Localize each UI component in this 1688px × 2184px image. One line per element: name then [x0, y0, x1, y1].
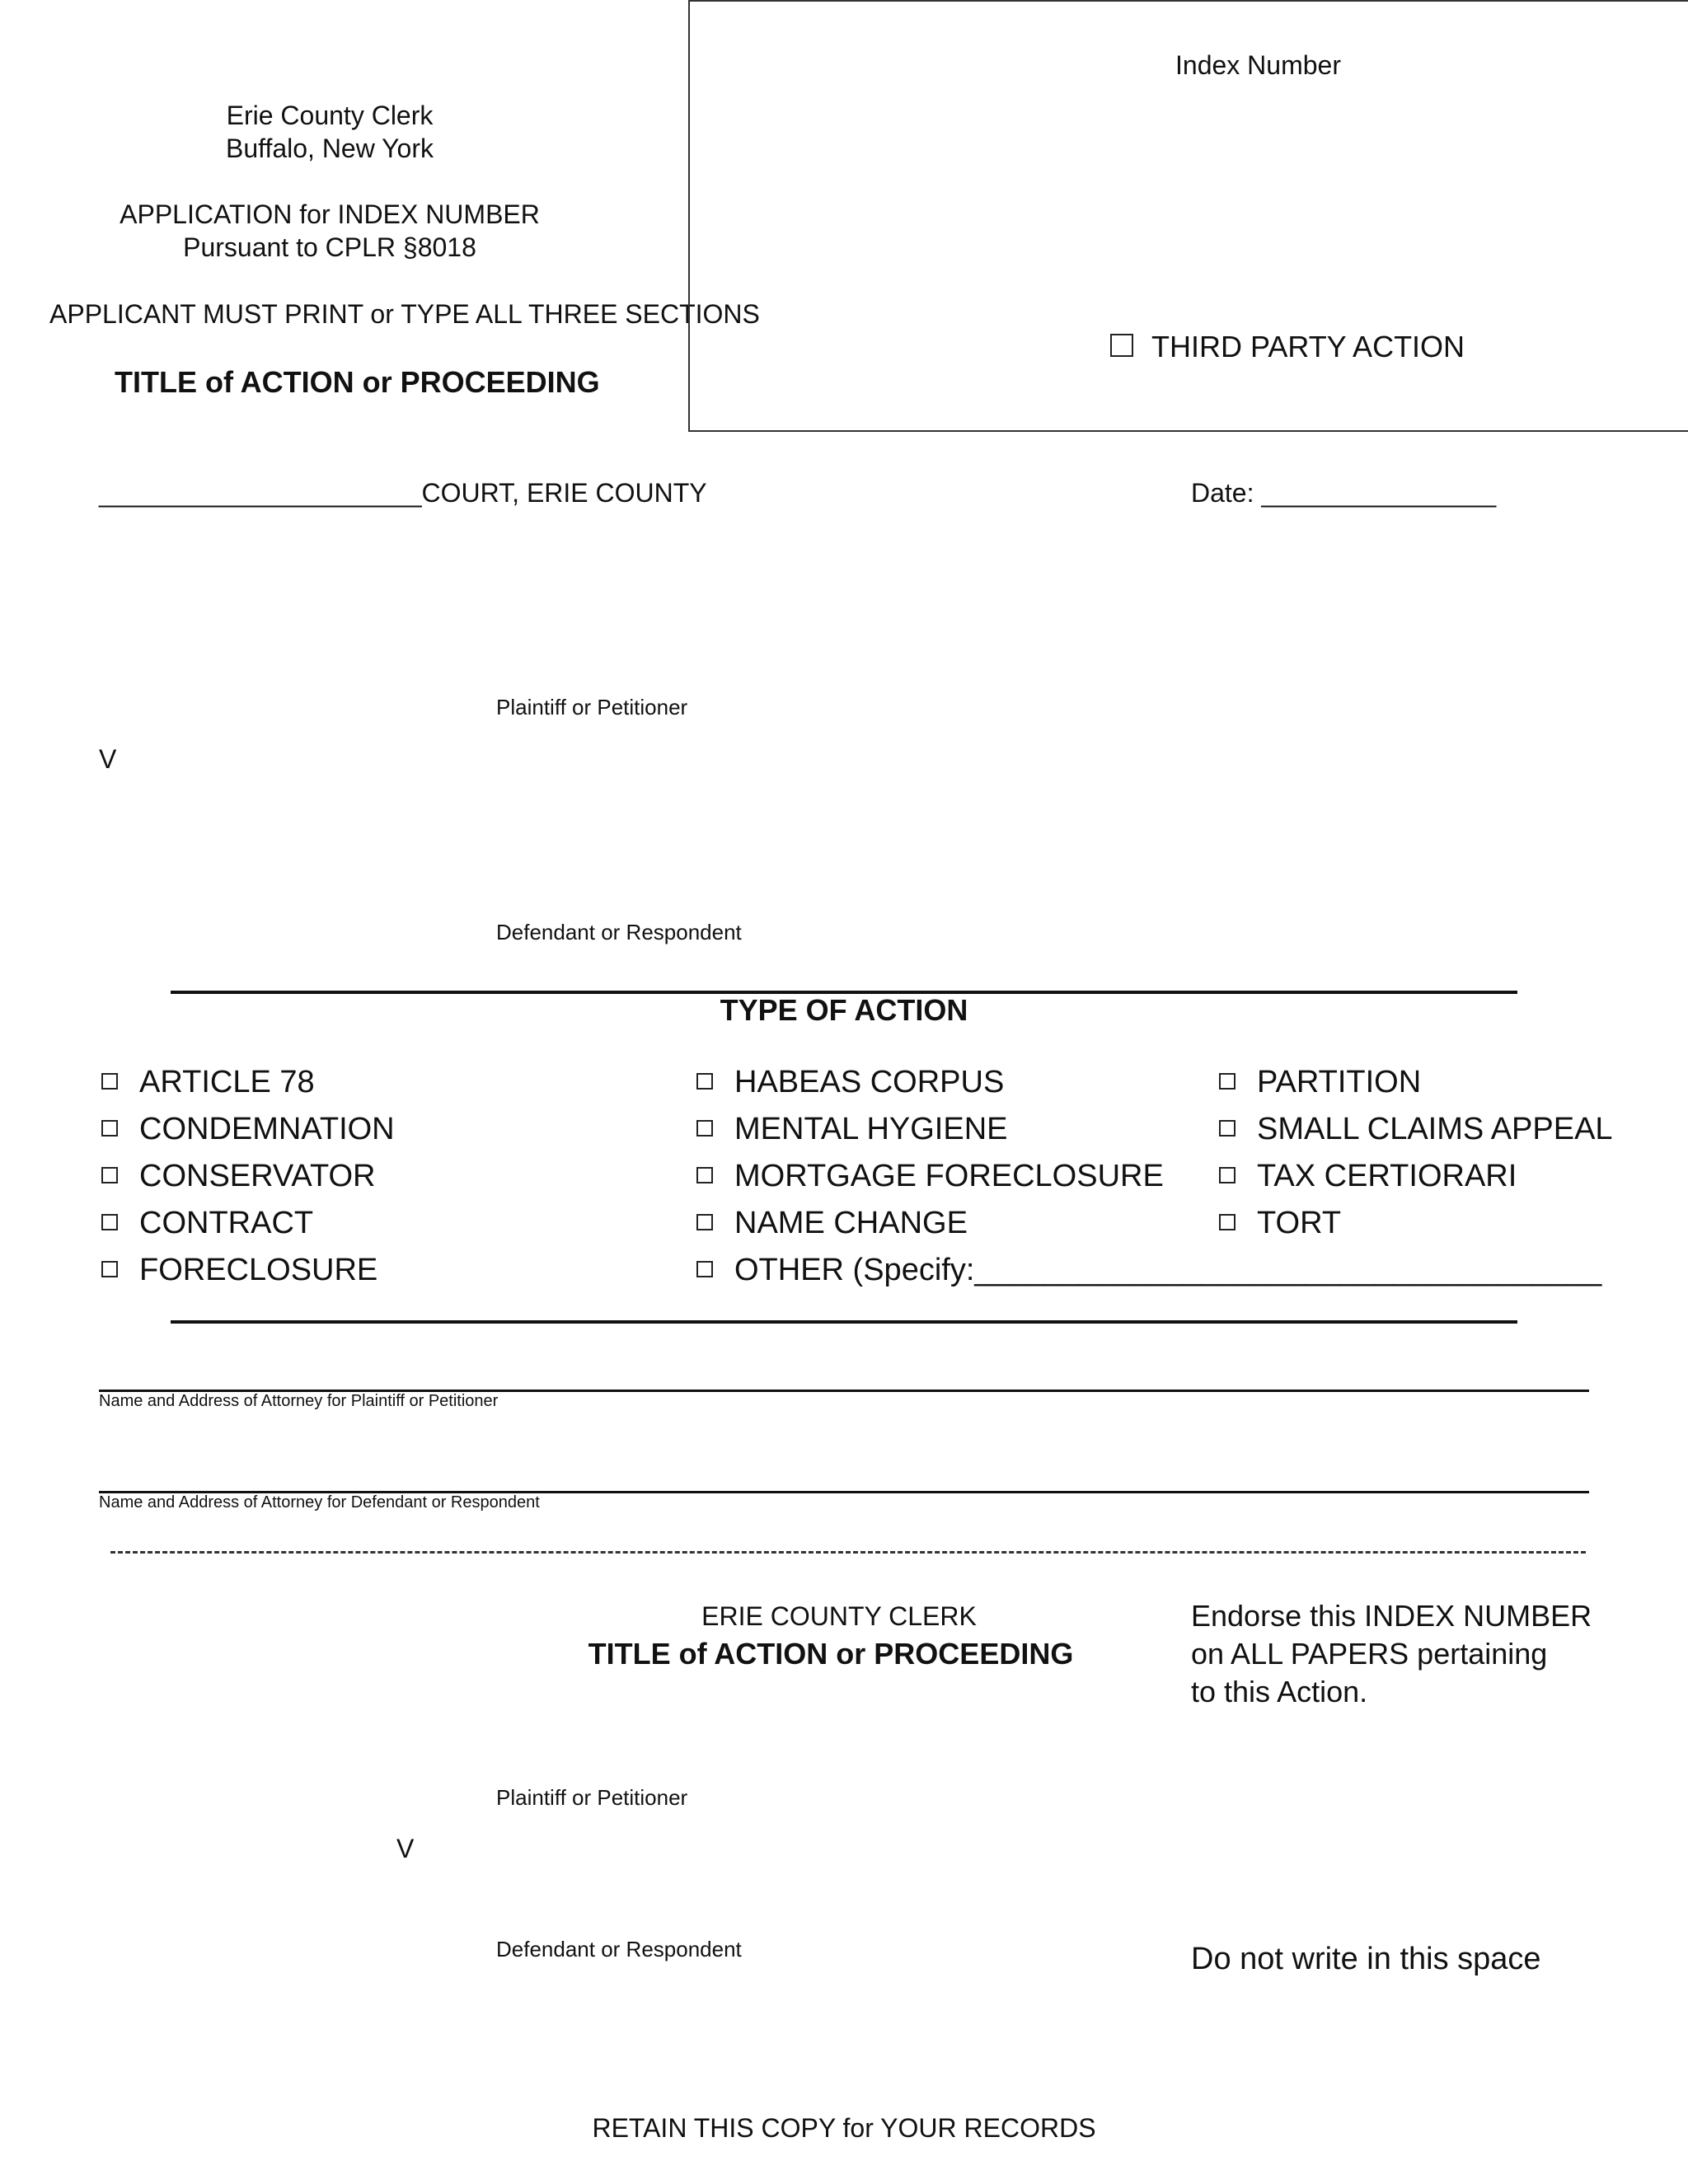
receipt-versus-label: V — [396, 1834, 415, 1863]
option-label: NAME CHANGE — [734, 1206, 968, 1240]
checkbox-icon[interactable] — [101, 1261, 118, 1277]
option-partition[interactable] — [1219, 1065, 1421, 1100]
checkbox-icon[interactable] — [696, 1073, 713, 1090]
endorse-line-1: Endorse this INDEX NUMBER — [1191, 1599, 1592, 1633]
receipt-clerk: ERIE COUNTY CLERK — [701, 1601, 977, 1631]
checkbox-icon[interactable] — [1110, 334, 1133, 357]
option-mental-hygiene[interactable] — [696, 1112, 1008, 1147]
date-field[interactable]: Date: ________________ — [1191, 478, 1497, 508]
retain-copy-note: RETAIN THIS COPY for YOUR RECORDS — [592, 2113, 1096, 2143]
option-label: MENTAL HYGIENE — [734, 1112, 1008, 1146]
pursuant-text: Pursuant to CPLR §8018 — [183, 232, 476, 262]
attorney-defendant-label: Name and Address of Attorney for Defendant or Respondent — [99, 1493, 540, 1511]
cut-line — [110, 1551, 1586, 1554]
option-tort[interactable] — [1219, 1206, 1341, 1241]
plaintiff-label: Plaintiff or Petitioner — [496, 695, 688, 719]
option-label: CONTRACT — [139, 1206, 314, 1240]
title-of-action-heading: TITLE of ACTION or PROCEEDING — [115, 365, 600, 399]
option-label: TAX CERTIORARI — [1257, 1159, 1517, 1193]
option-name-change[interactable] — [696, 1206, 968, 1241]
checkbox-icon[interactable] — [101, 1073, 118, 1090]
option-label: PARTITION — [1257, 1065, 1422, 1099]
option-label: ARTICLE 78 — [139, 1065, 315, 1099]
index-number-label: Index Number — [1175, 50, 1341, 80]
third-party-action-label: THIRD PARTY ACTION — [1151, 330, 1465, 363]
option-foreclosure[interactable] — [101, 1253, 377, 1288]
option-label: CONSERVATOR — [139, 1159, 376, 1193]
checkbox-icon[interactable] — [696, 1167, 713, 1183]
receipt-title-heading: TITLE of ACTION or PROCEEDING — [588, 1637, 1074, 1671]
type-of-action-heading: TYPE OF ACTION — [720, 993, 968, 1027]
option-mortgage-foreclosure[interactable] — [696, 1159, 1164, 1194]
court-erie-county-label: COURT, ERIE COUNTY — [421, 478, 707, 508]
checkbox-icon[interactable] — [696, 1120, 713, 1137]
divider-bottom — [171, 1320, 1517, 1324]
option-label: TORT — [1257, 1206, 1342, 1240]
defendant-label: Defendant or Respondent — [496, 920, 742, 944]
option-tax-certiorari[interactable] — [1219, 1159, 1517, 1194]
must-print-instruction: APPLICANT MUST PRINT or TYPE ALL THREE SECTIONS — [49, 299, 760, 329]
option-habeas-corpus[interactable] — [696, 1065, 1004, 1100]
clerk-name: Erie County Clerk — [226, 101, 434, 130]
checkbox-icon[interactable] — [696, 1261, 713, 1277]
checkbox-icon[interactable] — [1219, 1120, 1236, 1137]
application-title: APPLICATION for INDEX NUMBER — [120, 199, 540, 229]
option-small-claims-appeal[interactable] — [1219, 1112, 1613, 1147]
attorney-plaintiff-label: Name and Address of Attorney for Plaintiff or Petitioner — [99, 1392, 499, 1410]
option-label: FORECLOSURE — [139, 1253, 378, 1287]
receipt-plaintiff-label: Plaintiff or Petitioner — [496, 1785, 688, 1810]
clerk-city: Buffalo, New York — [225, 134, 434, 163]
option-label: HABEAS CORPUS — [734, 1065, 1005, 1099]
option-article-78[interactable] — [101, 1065, 315, 1100]
checkbox-icon[interactable] — [1219, 1214, 1236, 1230]
option-condemnation[interactable] — [101, 1112, 395, 1147]
receipt-defendant-label: Defendant or Respondent — [496, 1937, 742, 1961]
court-name-field[interactable] — [99, 478, 707, 509]
option-contract[interactable] — [101, 1206, 313, 1241]
option-other-specify[interactable] — [696, 1253, 1601, 1288]
endorse-line-2: on ALL PAPERS pertaining — [1191, 1637, 1548, 1671]
checkbox-icon[interactable] — [101, 1167, 118, 1183]
option-label: CONDEMNATION — [139, 1112, 395, 1146]
versus-label: V — [99, 744, 117, 774]
checkbox-icon[interactable] — [1219, 1167, 1236, 1183]
checkbox-icon[interactable] — [101, 1120, 118, 1137]
do-not-write-note: Do not write in this space — [1191, 1942, 1541, 1976]
option-label: MORTGAGE FORECLOSURE — [734, 1159, 1164, 1193]
endorse-line-3: to this Action. — [1191, 1675, 1368, 1708]
option-label: SMALL CLAIMS APPEAL — [1257, 1112, 1613, 1146]
checkbox-icon[interactable] — [1219, 1073, 1236, 1090]
checkbox-icon[interactable] — [101, 1214, 118, 1230]
third-party-action-option[interactable] — [1110, 330, 1465, 364]
checkbox-icon[interactable] — [696, 1214, 713, 1230]
court-name-blank[interactable]: ______________________ — [99, 478, 422, 508]
option-conservator[interactable] — [101, 1159, 375, 1194]
option-label: OTHER (Specify:____________________________________ — [734, 1253, 1602, 1287]
